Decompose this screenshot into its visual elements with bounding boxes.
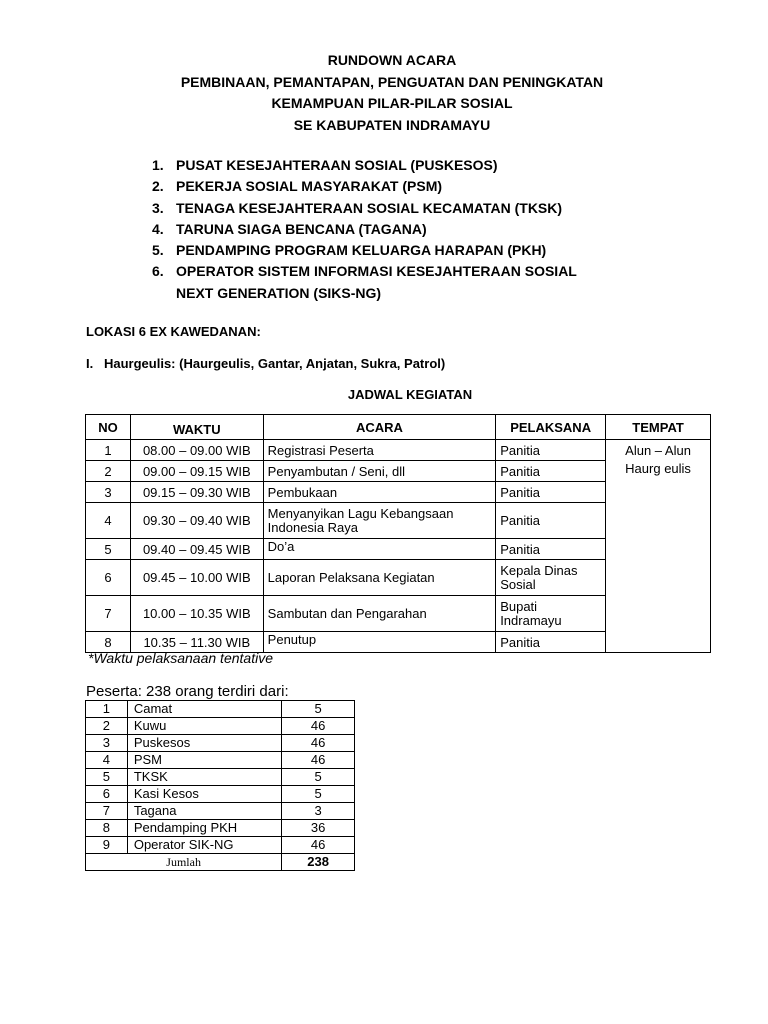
pillar-item: 3. TENAGA KESEJAHTERAAN SOSIAL KECAMATAN (TKSK) [152,199,563,216]
pillar-list [152,155,577,304]
participants-title: Peserta: 238 orang terdiri dari: [86,683,289,700]
table-row: 1 Camat 5 [86,701,355,718]
title-line-3: KEMAMPUAN PILAR-PILAR SOSIAL [271,95,513,111]
table-row: 8 Pendamping PKH 36 [86,820,355,837]
pillar-item: NEXT GENERATION (SIKS-NG) [176,284,382,301]
table-row: 8 10.35 – 11.30 WIB Penutup Panitia [86,632,711,653]
table-row: 4 09.30 – 09.40 WIB Menyanyikan Lagu Kebangsaan Indonesia Raya Panitia [86,503,711,539]
document-title [0,50,768,136]
participants-table [85,700,355,871]
pillar-item: 4. TARUNA SIAGA BENCANA (TAGANA) [152,220,427,237]
title-line-1: RUNDOWN ACARA [327,52,457,68]
section-text: Haurgeulis: (Haurgeulis, Gantar, Anjatan, Sukra, Patrol) [104,356,446,371]
table-row: 6 09.45 – 10.00 WIB Laporan Pelaksana Kegiatan Kepala Dinas Sosial [86,560,711,596]
table-row: 7 Tagana 3 [86,803,355,820]
table-row: 2 Kuwu 46 [86,718,355,735]
header-acara: ACARA [263,415,496,440]
title-line-2: PEMBINAAN, PEMANTAPAN, PENGUATAN DAN PENINGKATAN [180,73,604,90]
total-label: Jumlah [86,854,282,871]
table-row: 2 09.00 – 09.15 WIB Penyambutan / Seni, dll Panitia [86,461,711,482]
lokasi-heading: LOKASI 6 EX KAWEDANAN: [86,324,261,339]
table-row: 5 09.40 – 09.45 WIB Do’a Panitia [86,539,711,560]
table-row: 7 10.00 – 10.35 WIB Sambutan dan Pengarahan Bupati Indramayu [86,596,711,632]
table-row: 9 Operator SIK-NG 46 [86,837,355,854]
schedule-title: JADWAL KEGIATAN [347,387,473,402]
total-value: 238 [282,854,355,871]
schedule-table [85,414,711,653]
title-line-4: SE KABUPATEN INDRAMAYU [293,116,491,133]
schedule-note: *Waktu pelaksanaan tentative [88,650,273,666]
table-row: 3 09.15 – 09.30 WIB Pembukaan Panitia [86,482,711,503]
pillar-item: 1. PUSAT KESEJAHTERAAN SOSIAL (PUSKESOS) [152,157,498,173]
tempat-cell: Alun – Alun Haurg eulis [606,440,711,653]
header-tempat: TEMPAT [606,415,711,440]
total-row [86,854,355,871]
pillar-item: 6. OPERATOR SISTEM INFORMASI KESEJAHTERAAN SOSIAL [152,263,577,280]
header-waktu: WAKTU [130,415,263,440]
table-row: 6 Kasi Kesos 5 [86,786,355,803]
table-row: 5 TKSK 5 [86,769,355,786]
section-number: I. [86,356,94,371]
table-row: 3 Puskesos 46 [86,735,355,752]
schedule-header-row [86,415,711,440]
section-heading [86,356,445,371]
header-no: NO [86,415,131,440]
pillar-item: 5. PENDAMPING PROGRAM KELUARGA HARAPAN (PKH) [152,242,547,259]
table-row: 1 08.00 – 09.00 WIB Registrasi Peserta Panitia Alun – Alun Haurg eulis [86,440,711,461]
header-pelaksana: PELAKSANA [496,415,606,440]
table-row: 4 PSM 46 [86,752,355,769]
pillar-item: 2. PEKERJA SOSIAL MASYARAKAT (PSM) [152,178,443,195]
